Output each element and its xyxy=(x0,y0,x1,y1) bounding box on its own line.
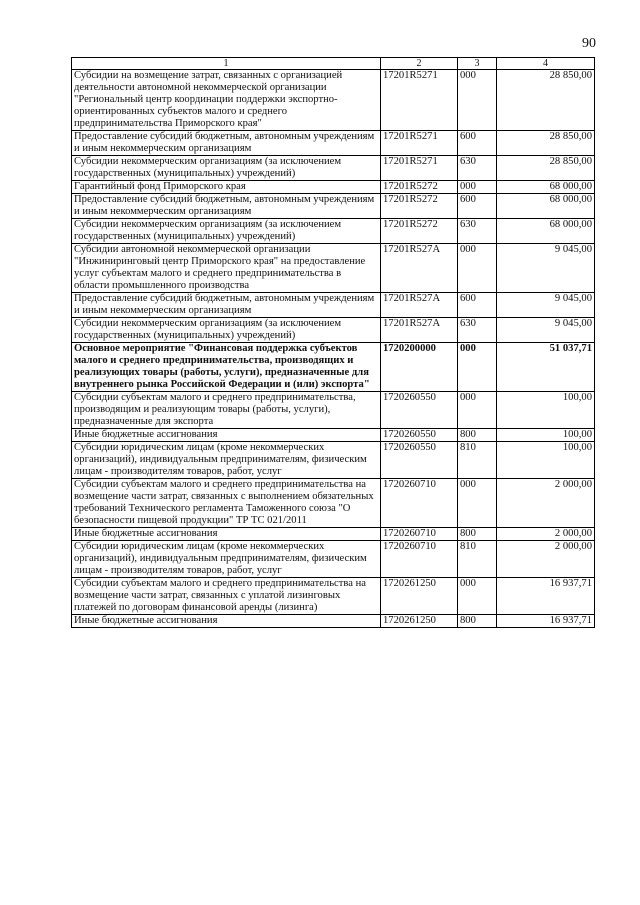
row-amount-cell: 68 000,00 xyxy=(497,194,595,219)
row-amount-cell: 9 045,00 xyxy=(497,318,595,343)
row-amount-cell: 2 000,00 xyxy=(497,528,595,541)
row-amount-cell: 2 000,00 xyxy=(497,479,595,528)
row-name-cell: Субсидии субъектам малого и среднего предпринимательства на возмещение части затрат, связанных с уплатой лизинговых платежей по договорам финансовой аренды (лизинга) xyxy=(72,578,381,615)
row-type-cell: 630 xyxy=(458,156,497,181)
row-code-cell: 1720260710 xyxy=(381,479,458,528)
row-type-cell: 000 xyxy=(458,578,497,615)
row-amount-cell: 68 000,00 xyxy=(497,219,595,244)
row-code-cell: 17201R5272 xyxy=(381,219,458,244)
row-code-cell: 1720260550 xyxy=(381,392,458,429)
row-amount-cell: 100,00 xyxy=(497,392,595,429)
row-type-cell: 810 xyxy=(458,541,497,578)
row-code-cell: 1720260550 xyxy=(381,429,458,442)
table-row xyxy=(72,219,595,244)
row-code-cell: 17201R5272 xyxy=(381,181,458,194)
row-type-cell: 800 xyxy=(458,528,497,541)
row-amount-cell: 9 045,00 xyxy=(497,244,595,293)
row-type-cell: 000 xyxy=(458,392,497,429)
row-code-cell: 17201R527A xyxy=(381,293,458,318)
header-cell-name: 1 xyxy=(72,58,381,70)
row-code-cell: 1720260710 xyxy=(381,528,458,541)
row-amount-cell: 16 937,71 xyxy=(497,615,595,628)
row-name-cell: Иные бюджетные ассигнования xyxy=(72,615,381,628)
row-amount-cell: 28 850,00 xyxy=(497,131,595,156)
row-type-cell: 800 xyxy=(458,429,497,442)
row-amount-cell: 100,00 xyxy=(497,442,595,479)
table-row xyxy=(72,70,595,131)
table-row xyxy=(72,293,595,318)
row-name-cell: Субсидии автономной некоммерческой организации "Инжиниринговый центр Приморского края" на предоставление услуг субъектам малого и среднего предпринимательства в области промышленного производства xyxy=(72,244,381,293)
row-amount-cell: 9 045,00 xyxy=(497,293,595,318)
table-row xyxy=(72,343,595,392)
row-name-cell: Субсидии некоммерческим организациям (за исключением государственных (муниципальных) учреждений) xyxy=(72,318,381,343)
row-name-cell: Субсидии субъектам малого и среднего предпринимательства на возмещение части затрат, связанных с выполнением обязательных требований Технического регламента Таможенного союза "О безопасности пищевой продукции" ТР ТС 021/2011 xyxy=(72,479,381,528)
row-name-cell: Предоставление субсидий бюджетным, автономным учреждениям и иным некоммерческим организациям xyxy=(72,131,381,156)
table-row xyxy=(72,541,595,578)
row-amount-cell: 100,00 xyxy=(497,429,595,442)
row-type-cell: 630 xyxy=(458,219,497,244)
row-code-cell: 17201R527A xyxy=(381,244,458,293)
table-row xyxy=(72,528,595,541)
table-row xyxy=(72,244,595,293)
row-code-cell: 1720261250 xyxy=(381,615,458,628)
row-amount-cell: 28 850,00 xyxy=(497,70,595,131)
row-type-cell: 000 xyxy=(458,343,497,392)
row-amount-cell: 28 850,00 xyxy=(497,156,595,181)
row-name-cell: Иные бюджетные ассигнования xyxy=(72,528,381,541)
row-amount-cell: 68 000,00 xyxy=(497,181,595,194)
table-row xyxy=(72,392,595,429)
row-name-cell: Предоставление субсидий бюджетным, автономным учреждениям и иным некоммерческим организациям xyxy=(72,293,381,318)
table-row xyxy=(72,194,595,219)
row-amount-cell: 16 937,71 xyxy=(497,578,595,615)
row-type-cell: 600 xyxy=(458,131,497,156)
row-type-cell: 000 xyxy=(458,479,497,528)
row-name-cell: Субсидии субъектам малого и среднего предпринимательства, производящим и реализующим товары (работы, услуги), предназначенные для экспорта xyxy=(72,392,381,429)
budget-table xyxy=(71,57,595,628)
table-row xyxy=(72,181,595,194)
header-cell-code: 2 xyxy=(381,58,458,70)
row-type-cell: 600 xyxy=(458,293,497,318)
header-cell-amount: 4 xyxy=(497,58,595,70)
row-code-cell: 17201R527A xyxy=(381,318,458,343)
row-type-cell: 800 xyxy=(458,615,497,628)
row-name-cell: Субсидии некоммерческим организациям (за исключением государственных (муниципальных) учреждений) xyxy=(72,219,381,244)
row-code-cell: 1720260710 xyxy=(381,541,458,578)
row-name-cell: Субсидии некоммерческим организациям (за исключением государственных (муниципальных) учреждений) xyxy=(72,156,381,181)
table-row xyxy=(72,479,595,528)
row-code-cell: 17201R5271 xyxy=(381,131,458,156)
header-cell-type: 3 xyxy=(458,58,497,70)
row-name-cell: Предоставление субсидий бюджетным, автономным учреждениям и иным некоммерческим организациям xyxy=(72,194,381,219)
row-type-cell: 630 xyxy=(458,318,497,343)
row-code-cell: 17201R5271 xyxy=(381,70,458,131)
row-name-cell: Иные бюджетные ассигнования xyxy=(72,429,381,442)
table-row xyxy=(72,318,595,343)
row-code-cell: 17201R5272 xyxy=(381,194,458,219)
table-row xyxy=(72,615,595,628)
row-type-cell: 000 xyxy=(458,181,497,194)
row-name-cell: Субсидии на возмещение затрат, связанных с организацией деятельности автономной некоммерческой организации "Региональный центр координации поддержки экспортно-ориентированных субъектов малого и среднего предпринимательства Приморского края" xyxy=(72,70,381,131)
row-type-cell: 600 xyxy=(458,194,497,219)
page-number: 90 xyxy=(582,36,596,51)
table-row xyxy=(72,156,595,181)
row-amount-cell: 51 037,71 xyxy=(497,343,595,392)
row-type-cell: 000 xyxy=(458,70,497,131)
row-code-cell: 1720260550 xyxy=(381,442,458,479)
row-type-cell: 810 xyxy=(458,442,497,479)
table-row xyxy=(72,429,595,442)
row-name-cell: Субсидии юридическим лицам (кроме некоммерческих организаций), индивидуальным предпринимателям, физическим лицам - производителям товаров, работ, услуг xyxy=(72,541,381,578)
table-row xyxy=(72,578,595,615)
row-name-cell: Основное мероприятие "Финансовая поддержка субъектов малого и среднего предпринимательства, производящих и реализующих товары (работы, услуги), предназначенные для внутреннего рынка Российской Федерации и (или) экспорта" xyxy=(72,343,381,392)
table-header-row xyxy=(72,58,595,70)
row-code-cell: 1720200000 xyxy=(381,343,458,392)
row-name-cell: Гарантийный фонд Приморского края xyxy=(72,181,381,194)
row-code-cell: 17201R5271 xyxy=(381,156,458,181)
table-row xyxy=(72,131,595,156)
row-amount-cell: 2 000,00 xyxy=(497,541,595,578)
row-code-cell: 1720261250 xyxy=(381,578,458,615)
row-name-cell: Субсидии юридическим лицам (кроме некоммерческих организаций), индивидуальным предпринимателям, физическим лицам - производителям товаров, работ, услуг xyxy=(72,442,381,479)
table-row xyxy=(72,442,595,479)
row-type-cell: 000 xyxy=(458,244,497,293)
